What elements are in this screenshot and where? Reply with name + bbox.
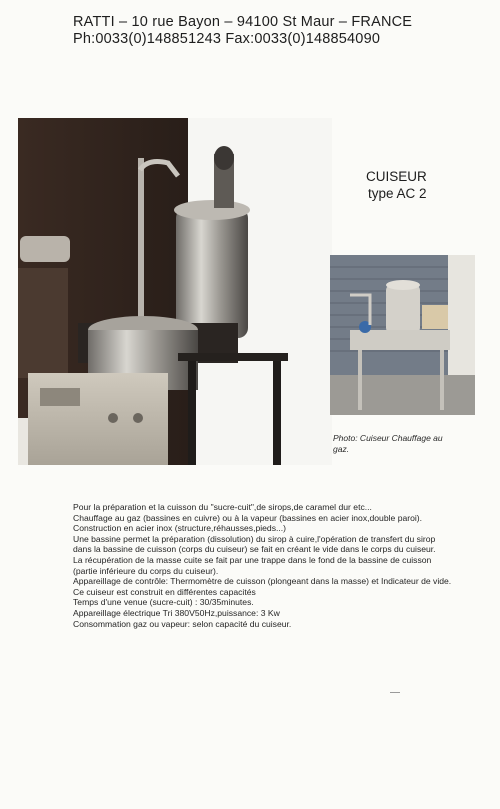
product-name: CUISEUR bbox=[366, 169, 427, 184]
company-address: RATTI – 10 rue Bayon – 94100 St Maur – FRANCE bbox=[73, 14, 413, 30]
description-line: La récupération de la masse cuite se fait par une trappe dans le fond de la bassine de cuisson (partie inférieure du corps du cuiseur). bbox=[73, 554, 432, 576]
description-line: Consommation gaz ou vapeur: selon capacité du cuiseur. bbox=[73, 618, 292, 629]
product-description bbox=[73, 502, 453, 629]
description-line: Chauffage au gaz (bassines en cuivre) ou à la vapeur (bassines en acier inox,double paroi). bbox=[73, 512, 423, 523]
description-line: Une bassine permet la préparation (dissolution) du sirop à cuire,l'opération de transfert du sirop dans la bassine de cuisson (corps du cuiseur) se fait en créant le vide dans le corps du cuiseur. bbox=[73, 533, 436, 555]
main-product-photo bbox=[18, 118, 332, 465]
scan-mark bbox=[390, 692, 400, 693]
secondary-product-photo bbox=[330, 255, 475, 415]
product-title bbox=[366, 168, 427, 202]
description-line: Pour la préparation et la cuisson du "sucre-cuit",de sirops,de caramel dur etc... bbox=[73, 502, 372, 512]
company-phone-fax: Ph:0033(0)148851243 Fax:0033(0)148854090 bbox=[73, 31, 381, 47]
description-line: Temps d'une venue (sucre-cuit) : 30/35minutes. bbox=[73, 597, 254, 608]
description-line: Construction en acier inox (structure,réhausses,pieds...) bbox=[73, 523, 287, 534]
description-line: Appareillage de contrôle: Thermomètre de cuisson (plongeant dans la masse) et Indicateur de vide. bbox=[73, 576, 452, 587]
description-line: Ce cuiseur est construit en différentes capacités bbox=[73, 586, 256, 597]
photo-caption: Photo: Cuiseur Chauffage au gaz. bbox=[333, 433, 443, 454]
company-header bbox=[73, 14, 412, 48]
description-line: Appareillage électrique Tri 380V50Hz,puissance: 3 Kw bbox=[73, 607, 280, 618]
product-type: type AC 2 bbox=[368, 186, 427, 201]
